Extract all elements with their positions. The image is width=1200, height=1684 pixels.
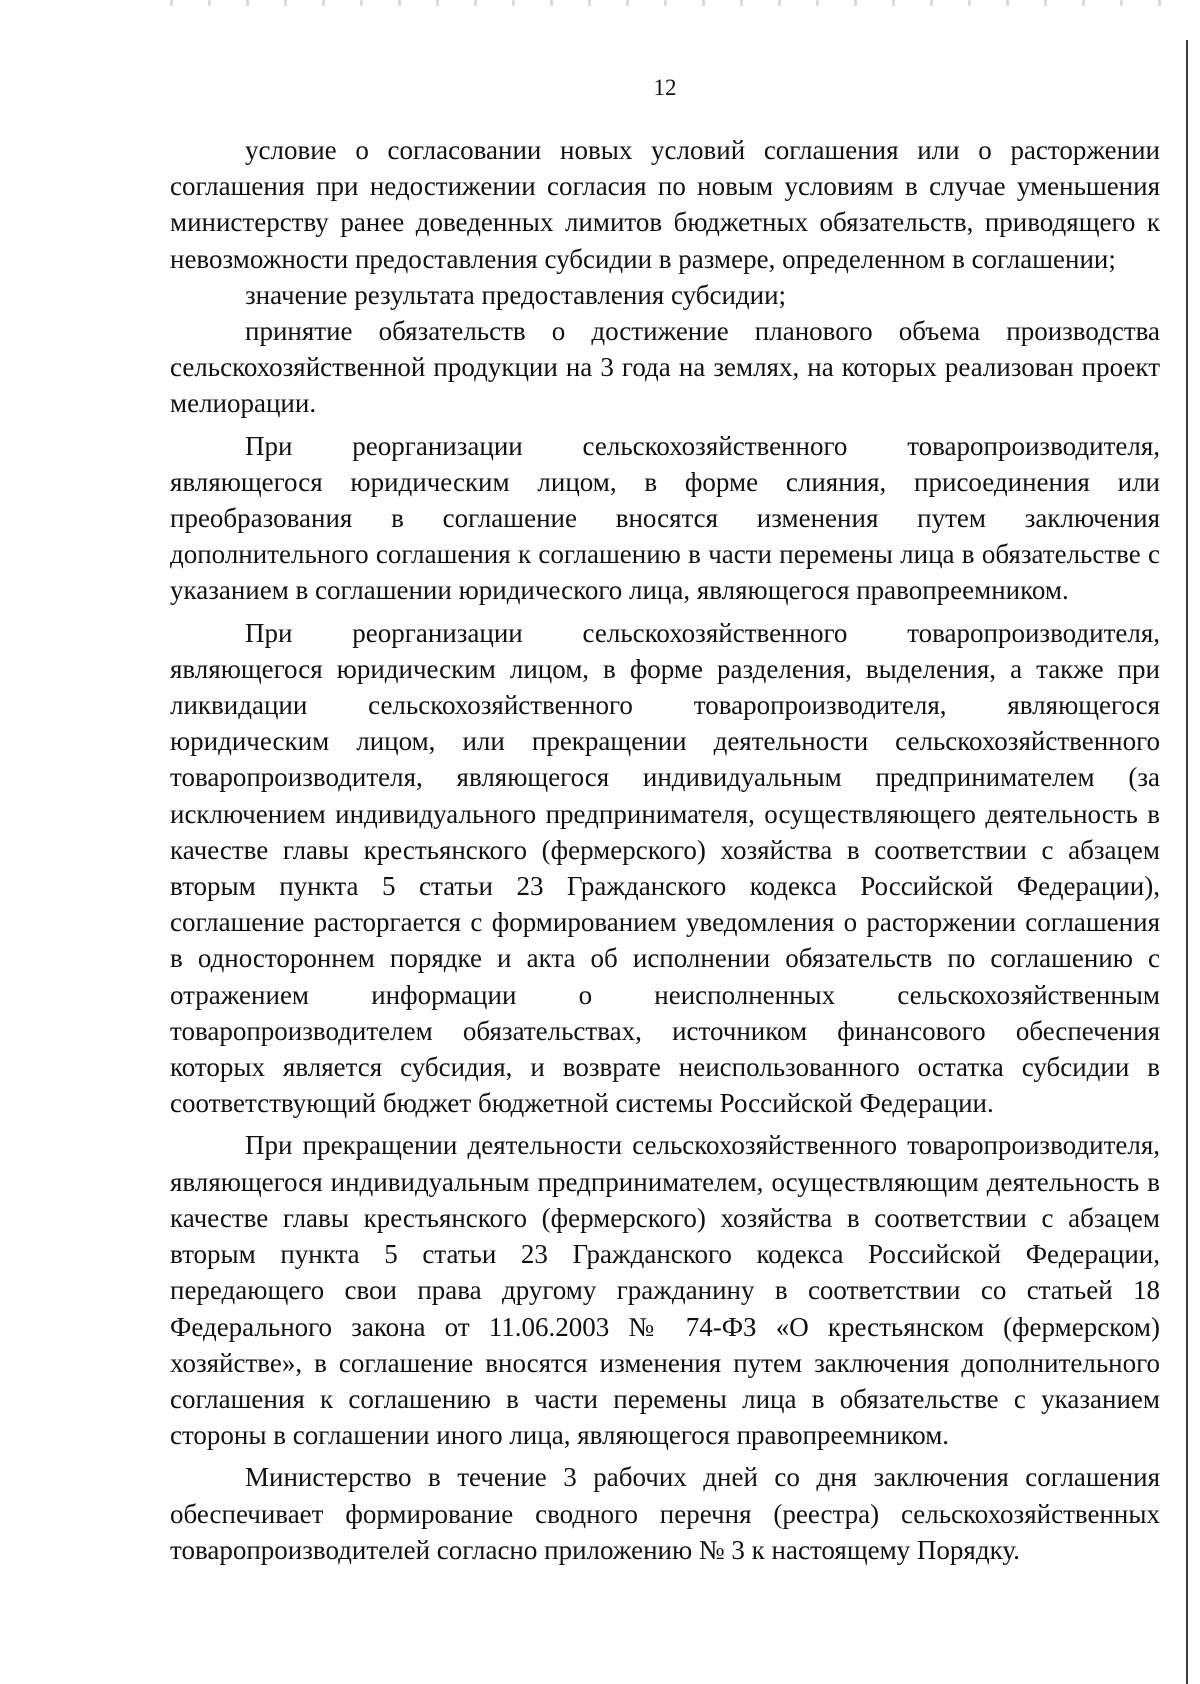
scan-top-edge — [170, 0, 1170, 6]
document-body — [170, 132, 1160, 1568]
paragraph-reorganization-merger: При реорганизации сельскохозяйственного товаропроизводителя, являющегося юридическим лицом, в форме слияния, присоединения или преобразования в соглашение вносятся изменения путем заключения дополнительного соглашения к соглашению в части перемены лица в обязательстве с указанием в соглашении юридического лица, являющегося правопреемником. — [170, 430, 1160, 606]
paragraph-ministry-register: Министерство в течение 3 рабочих дней со дня заключения соглашения обеспечивает формирование сводного перечня (реестра) сельскохозяйственных товаропроизводителей согласно приложению № 3 к настоящему Порядку. — [170, 1462, 1160, 1565]
paragraph-production-obligation: принятие обязательств о достижение планового объема производства сельскохозяйственной продукции на 3 года на землях, на которых реализован проект мелиорации. — [170, 316, 1160, 419]
paragraph-farm-head-transfer: При прекращении деятельности сельскохозяйственного товаропроизводителя, являющегося индивидуальным предпринимателем, осуществляющим деятельность в качестве главы крестьянского (фермерского) хозяйства в соответствии с абзацем вторым пункта 5 статьи 23 Гражданского кодекса Российской Федерации, передающего свои права другому гражданину в соответствии со статьей 18 Федерального закона от 11.06.2003 № 74-ФЗ «О крестьянском (фермерском) хозяйстве», в соглашение вносятся изменения путем заключения дополнительного соглашения к соглашению в части перемены лица в обязательстве с указанием стороны в соглашении иного лица, являющегося правопреемником. — [170, 1130, 1160, 1451]
paragraph-agreement-termination-condition: условие о согласовании новых условий соглашения или о расторжении соглашения при недостижении согласия по новым условиям в случае уменьшения министерству ранее доведенных лимитов бюджетных обязательств, приводящего к невозможности предоставления субсидии в размере, определенном в соглашении; — [170, 135, 1160, 274]
page-number: 12 — [653, 75, 677, 100]
page-right-edge — [1186, 40, 1188, 1684]
paragraph-reorganization-division: При реорганизации сельскохозяйственного товаропроизводителя, являющегося юридическим лицом, в форме разделения, выделения, а также при ликвидации сельскохозяйственного товаропроизводителя, являющегося юридическим лицом, или прекращении деятельности сельскохозяйственного товаропроизводителя, являющегося индивидуальным предпринимателем (за исключением индивидуального предпринимателя, осуществляющего деятельность в качестве главы крестьянского (фермерского) хозяйства в соответствии с абзацем вторым пункта 5 статьи 23 Гражданского кодекса Российской Федерации), соглашение расторгается с формированием уведомления о расторжении соглашения в одностороннем порядке и акта об исполнении обязательств по соглашению с отражением информации о неисполненных сельскохозяйственным товаропроизводителем обязательствах, источником финансового обеспечения которых является субсидия, и возврате неиспользованного остатка субсидии в соответствующий бюджет бюджетной системы Российской Федерации. — [170, 617, 1160, 1119]
paragraph-subsidy-result-value: значение результата предоставления субсидии; — [245, 279, 787, 310]
